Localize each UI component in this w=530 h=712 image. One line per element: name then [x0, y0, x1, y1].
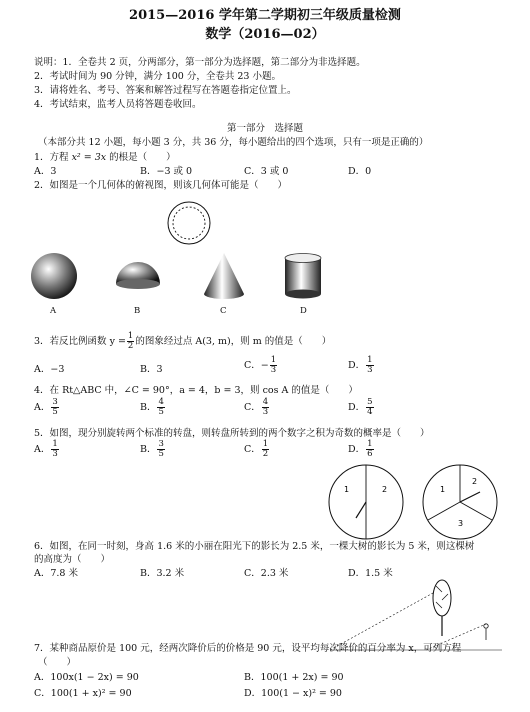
- spinner-2-label-1: 1: [440, 485, 446, 494]
- cylinder-top: [285, 254, 321, 263]
- q1-option-b[interactable]: B．−3 或 0: [140, 166, 193, 177]
- q5-c-den: 2: [262, 448, 269, 459]
- question-7-line-1: 7．某种商品原价是 100 元，经两次降价后的价格是 90 元，设平均每次降价的百分率为 x，可列方程: [34, 643, 462, 654]
- q6-option-a[interactable]: A．7.8 米: [34, 568, 78, 579]
- cylinder-figure: [285, 258, 321, 294]
- instruction-4: 4．考试结束，监考人员将答题卷收回。: [34, 99, 202, 110]
- q7-option-d[interactable]: D．100(1 − x)² = 90: [244, 688, 342, 699]
- q3-post: 的图象经过点 A(3, m)，则 m 的值是（ ）: [135, 335, 332, 347]
- q1-equation: x² = 3x: [71, 152, 107, 163]
- spinner-1-label-1: 1: [344, 485, 350, 494]
- figure-label-d: D: [300, 306, 307, 316]
- q5-b-den: 5: [158, 448, 164, 459]
- q5-a-pre: A．: [34, 443, 51, 455]
- q5-b-num: 3: [158, 439, 164, 449]
- hemisphere-base: [116, 279, 160, 289]
- q6-option-c[interactable]: C．2.3 米: [244, 568, 289, 579]
- cone-figure: [204, 253, 244, 299]
- spinner-2-label-2: 2: [472, 477, 478, 486]
- sphere-figure: [31, 253, 77, 299]
- inner-dashed-circle: [173, 207, 205, 239]
- q5-option-a[interactable]: [34, 440, 60, 459]
- q3-c-den: 3: [270, 364, 277, 375]
- q3-option-d[interactable]: [348, 356, 375, 375]
- question-4: 4．在 Rt△ABC 中，∠C = 90°，a = 4，b = 3，则 cos A 的值是（ ）: [34, 385, 358, 396]
- q4-b-den: 5: [158, 406, 164, 417]
- tree-shadow-figure: [330, 576, 505, 652]
- question-3: [34, 332, 331, 351]
- q4-option-a[interactable]: [34, 398, 60, 417]
- q3-frac-den: 2: [127, 340, 134, 351]
- spinner-2-label-3: 3: [458, 519, 464, 528]
- q3-c-pre: C．−: [244, 359, 269, 371]
- section-note: （本部分共 12 小题，每小题 3 分，共 36 分，每小题给出的四个选项，只有一项是正确的）: [38, 137, 429, 148]
- q3-option-a[interactable]: A．−3: [34, 364, 65, 375]
- q3-d-pre: D．: [348, 359, 366, 371]
- q5-a-num: 1: [52, 439, 58, 449]
- q4-b-pre: B．: [140, 401, 157, 413]
- q5-option-b[interactable]: [140, 440, 166, 459]
- q5-d-pre: D．: [348, 443, 366, 455]
- q3-frac-num: 1: [127, 331, 134, 341]
- question-6-line-1: 6．如图，在同一时刻，身高 1.6 米的小丽在阳光下的影长为 2.5 米，一棵大树的影长为 5 米，则这棵树: [34, 541, 475, 552]
- q4-d-num: 5: [367, 397, 373, 407]
- q3-c-num: 1: [270, 355, 277, 365]
- q7-option-b[interactable]: B．100(1 + 2x) = 90: [244, 672, 344, 683]
- q3-pre: 3．若反比例函数 y =: [34, 335, 126, 347]
- spinner-1: [329, 465, 403, 539]
- tree-crown: [433, 580, 451, 616]
- q3-option-c[interactable]: [244, 356, 278, 375]
- q4-a-pre: A．: [34, 401, 51, 413]
- figure-label-a: A: [50, 306, 57, 316]
- question-1: [34, 152, 176, 164]
- question-2: 2．如图是一个几何体的俯视图，则该几何体可能是（ ）: [34, 180, 288, 191]
- q5-option-d[interactable]: [348, 440, 375, 459]
- q7-option-a[interactable]: A．100x(1 − 2x) = 90: [34, 672, 139, 683]
- q5-d-num: 1: [367, 439, 373, 449]
- figure-label-c: C: [220, 306, 227, 316]
- q3-d-den: 3: [367, 364, 373, 375]
- q5-a-den: 3: [52, 448, 58, 459]
- q5-option-c[interactable]: [244, 440, 270, 459]
- solid-figures: [28, 250, 328, 302]
- question-5: 5．如图，现分别旋转两个标准的转盘，则转盘所转到的两个数字之积为奇数的概率是（ ）: [34, 428, 430, 439]
- q6-option-d[interactable]: D．1.5 米: [348, 568, 393, 579]
- q4-c-den: 3: [262, 406, 269, 417]
- q1-option-d[interactable]: D．0: [348, 166, 372, 177]
- q5-c-pre: C．: [244, 443, 261, 455]
- section-title: 第一部分 选择题: [226, 123, 303, 134]
- sun-ray-tree: [330, 588, 442, 650]
- q4-d-den: 4: [367, 406, 373, 417]
- q1-option-a[interactable]: A．3: [34, 166, 57, 177]
- page-subtitle: 数学（2016—02）: [205, 27, 325, 42]
- q4-b-num: 4: [158, 397, 164, 407]
- figure-label-b: B: [134, 306, 141, 316]
- spinner-1-label-2: 2: [382, 485, 388, 494]
- q4-c-num: 4: [262, 397, 269, 407]
- question-7-line-2: （ ）: [38, 657, 77, 668]
- page-title: 2015—2016 学年第二学期初三年级质量检测: [129, 8, 401, 23]
- q3-option-b[interactable]: B．3: [140, 364, 163, 375]
- q4-d-pre: D．: [348, 401, 366, 413]
- spinners-figure: [322, 462, 506, 542]
- top-view-figure: [166, 200, 212, 246]
- q1-suffix: 的根是（ ）: [106, 152, 176, 163]
- q1-option-c[interactable]: C．3 或 0: [244, 166, 289, 177]
- q7-option-c[interactable]: C．100(1 + x)² = 90: [34, 688, 132, 699]
- q4-c-pre: C．: [244, 401, 261, 413]
- q4-a-den: 5: [52, 406, 58, 417]
- q4-option-b[interactable]: [140, 398, 166, 417]
- q1-prefix: 1．方程: [34, 152, 72, 163]
- instruction-3: 3．请将姓名、考号、答案和解答过程写在答题卷指定位置上。: [34, 85, 297, 96]
- question-6-line-2: 的高度为（ ）: [34, 554, 111, 565]
- cylinder-bottom: [285, 290, 321, 299]
- q5-b-pre: B．: [140, 443, 157, 455]
- spinner-2: [423, 465, 497, 539]
- q5-d-den: 6: [367, 448, 373, 459]
- instruction-1: 说明：1．全卷共 2 页，分两部分，第一部分为选择题，第二部分为非选择题。: [34, 57, 366, 68]
- q4-option-c[interactable]: [244, 398, 270, 417]
- q4-a-num: 3: [52, 397, 58, 407]
- outer-circle: [168, 202, 210, 244]
- q4-option-d[interactable]: [348, 398, 375, 417]
- q5-c-num: 1: [262, 439, 269, 449]
- q3-d-num: 1: [367, 355, 373, 365]
- instruction-2: 2．考试时间为 90 分钟，满分 100 分，全卷共 23 小题。: [34, 71, 281, 82]
- girl-head: [484, 624, 488, 628]
- q6-option-b[interactable]: B．3.2 米: [140, 568, 185, 579]
